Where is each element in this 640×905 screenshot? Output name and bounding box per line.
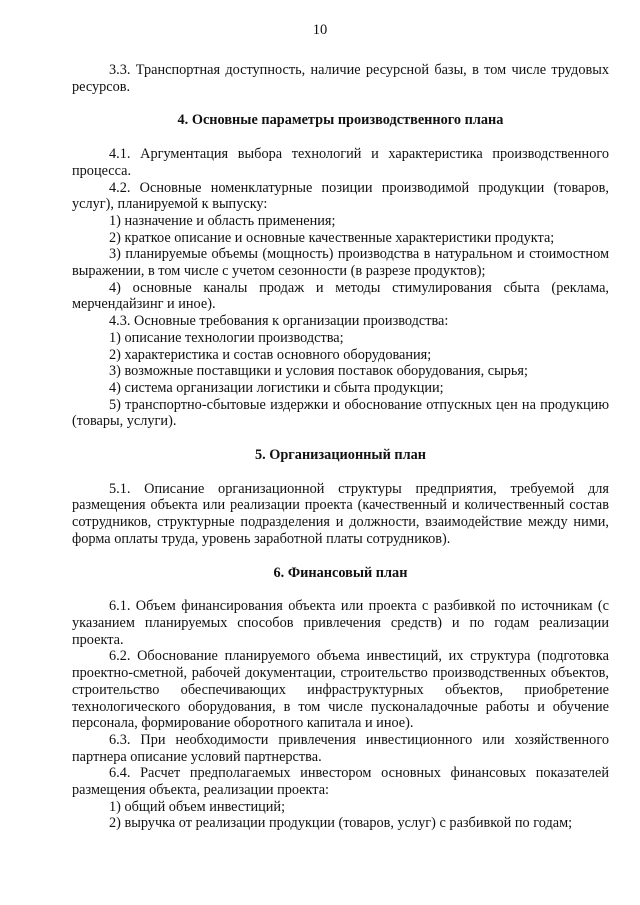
list-item: 1) назначение и область применения; [109,212,336,229]
list-item: 2) краткое описание и основные качественные характеристики продукта; [109,229,555,246]
list-item: 4) основные каналы продаж и методы стимулирования сбыта (реклама, мерчендайзинг и иное). [72,279,609,313]
paragraph-6-1: 6.1. Объем финансирования объекта или проекта с разбивкой по источникам (с указанием планируемых способов привлечения средств) и по годам реализации проекта. [72,598,609,648]
list-item: 3) планируемые объемы (мощность) производства в натуральном и стоимостном выражении, в том числе с учетом сезонности (в разрезе продуктов); [72,246,609,280]
list-item: 1) общий объем инвестиций; [109,798,286,815]
document-body [72,62,609,832]
list-item: 5) транспортно-сбытовые издержки и обоснование отпускных цен на продукцию (товары, услуги). [72,396,609,430]
list-item: 4) система организации логистики и сбыта продукции; [109,379,444,396]
paragraph-4-1: 4.1. Аргументация выбора технологий и характеристика производственного процесса. [72,146,609,179]
section-4-heading: 4. Основные параметры производственного плана [177,112,504,129]
list-item: 2) выручка от реализации продукции (товаров, услуг) с разбивкой по годам; [109,815,573,832]
paragraph-6-3: 6.3. При необходимости привлечения инвестиционного или хозяйственного партнера описание условий партнерства. [72,731,609,765]
paragraph-6-4: 6.4. Расчет предполагаемых инвестором основных финансовых показателей размещения объекта, реализации проекта: [72,765,609,799]
paragraph-5-1: 5.1. Описание организационной структуры предприятия, требуемой для размещения объекта или реализации проекта (качественный и количественный состав сотрудников, структурные подразделения и должности, взаимодействие между ними, форма оплаты труда, уровень заработной платы сотрудников). [72,480,609,547]
paragraph-4-3: 4.3. Основные требования к организации производства: [109,313,449,330]
list-item: 3) возможные поставщики и условия поставок оборудования, сырья; [109,363,528,380]
page-number: 10 [312,22,328,38]
section-5-heading: 5. Организационный план [254,447,427,464]
list-item: 2) характеристика и состав основного оборудования; [109,346,432,363]
list-item: 1) описание технологии производства; [109,329,344,346]
paragraph-6-2: 6.2. Обоснование планируемого объема инвестиций, их структура (подготовка проектно-сметной, рабочей документации, строительство производственных объектов, строительство обеспечивающих инфраструктурных объектов, приобретение технологического оборудования, в том числе пусконаладочные работы и обучение персонала, формирование оборотного капитала и иное). [72,648,609,732]
paragraph-3-3: 3.3. Транспортная доступность, наличие ресурсной базы, в том числе трудовых ресурсов. [72,62,609,95]
section-6-heading: 6. Финансовый план [273,564,408,581]
paragraph-4-2: 4.2. Основные номенклатурные позиции производимой продукции (товаров, услуг), планируемой к выпуску: [72,179,609,213]
